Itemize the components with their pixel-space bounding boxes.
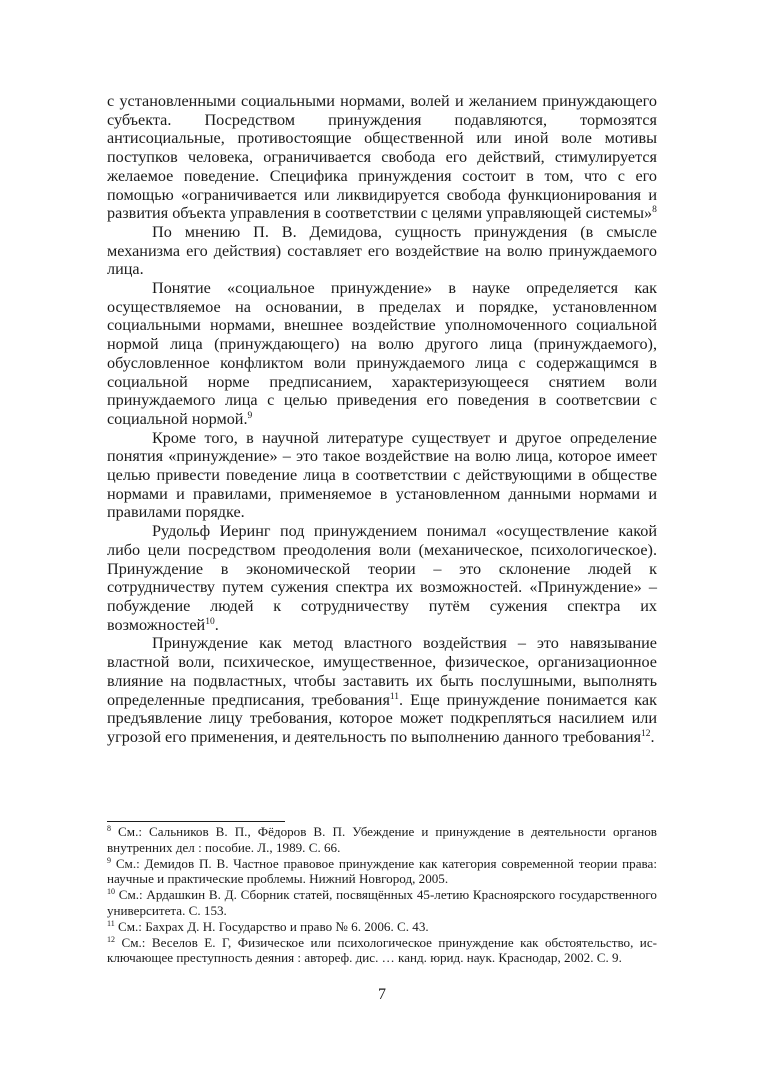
- footnotes: [107, 824, 657, 966]
- footnote-number: 12: [107, 934, 115, 944]
- paragraph-text: Принуждение как метод властного воздействия – это навязывание властной воли, психическое, имущественное, физическое, организационное влияние на подвластных, чтобы заставить их быть послушными, выполнять определенные предписания, требования: [107, 634, 657, 709]
- paragraph-text: Кроме того, в научной литературе существует и другое определение понятия «принуждение» – это такое воздействие на волю лица, которое имеет целью привести поведение лица в соответствии с действующими в обществе нормами и правилами, применяемое в установленном данными нормами и правилами порядке.: [107, 428, 657, 522]
- paragraph-text: По мнению П. В. Демидова, сущность принуждения (в смысле механизма его действия) составляет его воздействие на волю принуждаемого лица.: [107, 222, 657, 279]
- footnote-8: [107, 824, 657, 856]
- footnote-text: См.: Бахрах Д. Н. Государство и право № 6. 2006. С. 43.: [117, 918, 429, 934]
- paragraph-2: [107, 223, 657, 279]
- footnote-text: См.: Веселов Е. Г, Физическое или психологическое принуждение как обстоятельство, исключающее преступность деяния : автореф. дис. … канд. юрид. наук. Краснодар, 2002. С. 9.: [107, 934, 658, 966]
- body-text: [107, 92, 657, 747]
- footnote-ref-11[interactable]: 11: [389, 691, 400, 702]
- paragraph-6: [107, 634, 657, 746]
- footnote-11: [107, 919, 657, 935]
- footnote-ref-9[interactable]: 9: [247, 410, 253, 421]
- footnote-number: 8: [107, 824, 111, 833]
- footnote-ref-8[interactable]: 8: [652, 205, 657, 216]
- footnote-text: См.: Демидов П. В. Частное правовое принуждение как категория современной теории права: научные и практические проблемы. Нижний Новгород, 2005.: [107, 855, 657, 887]
- footnote-separator: [107, 821, 285, 822]
- footnote-text: См.: Сальников В. П., Фёдоров В. П. Убеждение и принуждение в деятельности органов внутренних дел : пособие. Л., 1989. С. 66.: [107, 824, 657, 855]
- footnote-9: [107, 856, 657, 888]
- paragraph-end: .: [650, 727, 655, 746]
- paragraph-4: [107, 429, 657, 523]
- footnote-12: [107, 935, 657, 967]
- footnote-number: 9: [107, 855, 111, 865]
- paragraph-text: . Еще принуждение понимается как предъявление лицу требования, которое может подкрепляться насилием или угрозой его применения, и деятельность по выполнению данного требования: [107, 690, 657, 746]
- paragraph-text: с установленными социальными нормами, волей и желанием принуждающего субъекта. Посредством принуждения подавляются, тормозятся антисоциальные, противостоящие общественной или иной воле мотивы поступков человека, ограничивается свобода его действий, стимулируется желаемое поведение. Специфика принуждения состоит в том, что с его помощью «ограничивается или ликвидируется свобода функционирования и развития объекта управления в соответствии с целями управляющей системы»: [107, 92, 657, 223]
- page-number: 7: [378, 986, 386, 1003]
- paragraph-3: [107, 279, 657, 429]
- paragraph-text: Рудольф Иеринг под принуждением понимал «осуществление какой либо цели посредством преодоления воли (механическое, психологическое). Принуждение в экономической теории – это склонение людей к сотрудничеству путем сужения спектра их возможностей. «Принуждение» – побуждение людей к сотрудничеству путём сужения спектра их возможностей: [107, 522, 657, 634]
- footnote-number: 10: [107, 887, 115, 897]
- footnote-ref-12[interactable]: 12: [641, 728, 651, 739]
- paragraph-1: [107, 92, 657, 223]
- footnote-text: См.: Ардашкин В. Д. Сборник статей, посвящённых 45-летию Красноярского государственного университета. С. 153.: [107, 887, 657, 918]
- footnote-ref-10[interactable]: 10: [205, 616, 215, 627]
- footnote-number: 11: [107, 918, 115, 928]
- paragraph-5: Рудольф Иеринг под принуждением понимал «осуществление какой либо цели посредством преодоления воли (механическое, психологическое). Принуждение в экономической теории – это склонение людей к сотрудничеству путем сужения спектра их возможностей. «Принуждение» – побуждение людей к сотрудничеству путём сужения спектра их возможностей$^{10}$.: [107, 522, 657, 634]
- footnote-10: [107, 887, 657, 919]
- paragraph-text: Понятие «социальное принуждение» в науке определяется как осуществляемое на основании, в пределах и порядке, установленном социальными нормами, внешнее воздействие уполномоченного социальной нормой лица (принуждающего) на волю другого лица (принуждаемого), обусловленное конфликтом воли принуждаемого лица с содержащимся в социальной норме предписанием, характеризующееся снятием воли принуждаемого лица с целью приведения его поведения в соответсвии с социальной нормой.: [107, 279, 657, 428]
